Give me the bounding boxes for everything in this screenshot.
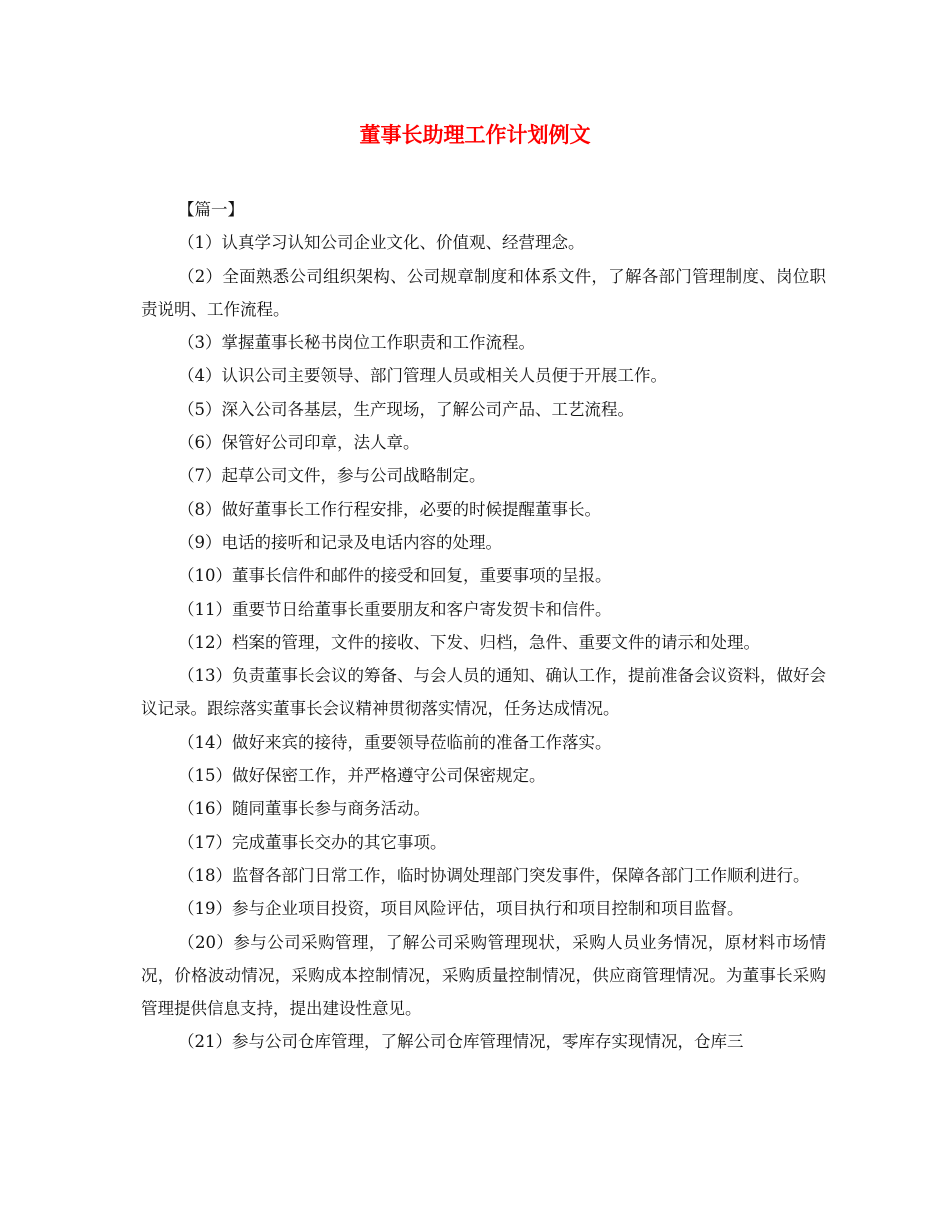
list-item: （9）电话的接听和记录及电话内容的处理。 (178, 532, 502, 552)
list-item: （13）负责董事长会议的筹备、与会人员的通知、确认工作，提前准备会议资料，做好会议记录。跟综落实董事长会议精神贯彻落实情况，任务达成情况。 (141, 666, 826, 719)
list-item: （7）起草公司文件，参与公司战略制定。 (178, 466, 486, 486)
list-item: （21）参与公司仓库管理，了解公司仓库管理情况，零库存实现情况，仓库三 (178, 1032, 744, 1052)
list-item: （3）掌握董事长秘书岗位工作职责和工作流程。 (178, 333, 535, 353)
list-item: （14）做好来宾的接待，重要领导莅临前的准备工作落实。 (178, 732, 612, 752)
list-item: （5）深入公司各基层，生产现场，了解公司产品、工艺流程。 (178, 399, 634, 419)
section-heading: 【篇一】 (178, 200, 244, 219)
document-title: 董事长助理工作计划例文 (359, 122, 591, 147)
list-item: （12）档案的管理，文件的接收、下发、归档，急件、重要文件的请示和处理。 (178, 632, 760, 652)
list-item: （6）保管好公司印章，法人章。 (178, 433, 420, 453)
list-item: （4）认识公司主要领导、部门管理人员或相关人员便于开展工作。 (178, 366, 667, 386)
list-item: （2）全面熟悉公司组织架构、公司规章制度和体系文件，了解各部门管理制度、岗位职责说明、工作流程。 (141, 266, 826, 319)
list-item: （19）参与企业项目投资，项目风险评估，项目执行和项目控制和项目监督。 (178, 899, 744, 919)
list-item: （16）随同董事长参与商务活动。 (178, 799, 430, 819)
list-item: （15）做好保密工作，并严格遵守公司保密规定。 (178, 766, 546, 786)
list-item: （18）监督各部门日常工作，临时协调处理部门突发事件，保障各部门工作顺利进行。 (178, 865, 810, 885)
list-item: （10）董事长信件和邮件的接受和回复，重要事项的呈报。 (178, 566, 612, 586)
list-item: （1）认真学习认知公司企业文化、价值观、经营理念。 (178, 233, 585, 253)
list-item: （20）参与公司采购管理，了解公司采购管理现状，采购人员业务情况，原材料市场情况，价格波动情况，采购成本控制情况，采购质量控制情况，供应商管理情况。为董事长采购管理提供信息支持，提出建设性意见。 (141, 932, 826, 1019)
list-item: （8）做好董事长工作行程安排，必要的时候提醒董事长。 (178, 499, 601, 519)
list-item: （11）重要节日给董事长重要朋友和客户寄发贺卡和信件。 (178, 599, 612, 619)
document-body (141, 193, 826, 1059)
list-item: （17）完成董事长交办的其它事项。 (178, 832, 447, 852)
